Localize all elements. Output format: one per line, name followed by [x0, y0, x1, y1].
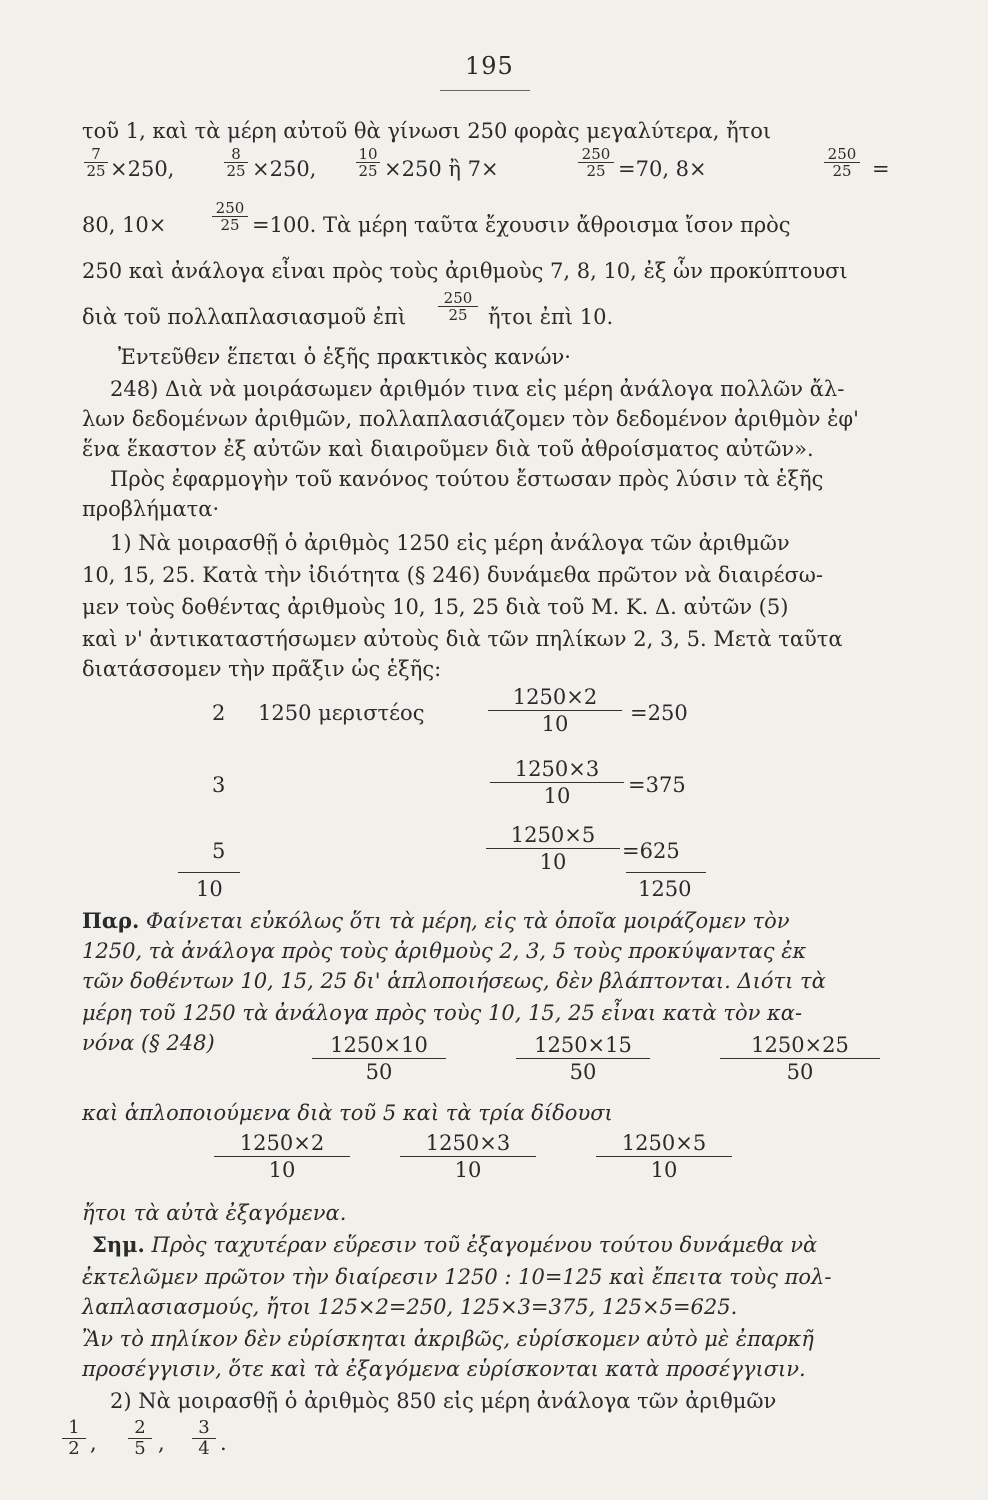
table-row-key: 3 [212, 773, 226, 797]
table-row-result: =625 [622, 839, 680, 863]
separator: . [220, 1431, 227, 1455]
text-fragment: ×250 ἢ 7× [384, 157, 499, 181]
remark-line: Παρ. Φαίνεται εὐκόλως ὅτι τὰ μέρη, εἰς τὰ ὁποῖα μοιράζομεν τὸν [82, 908, 790, 933]
text-fragment: ×250, [110, 157, 175, 181]
sum-rule [626, 872, 706, 873]
table-row-key: 2 [212, 701, 226, 725]
note-label: Σημ. [92, 1232, 145, 1257]
fraction-8-25: 8 25 [224, 146, 248, 179]
sum-rule [178, 872, 240, 873]
page-number-rule [440, 90, 530, 91]
fraction-row2: $\frac{1250\times 3}{10}$ [490, 756, 624, 809]
table-row-label: 1250 μεριστέος [258, 701, 425, 725]
table-row-key: 5 [212, 839, 226, 863]
page-number: 195 [465, 52, 514, 80]
fraction-7-25: 7 25 [84, 146, 108, 179]
note-line: Σημ. Πρὸς ταχυτέραν εὕρεσιν τοῦ ἐξαγομένου τούτου δυνάμεθα νὰ [92, 1232, 818, 1257]
fraction-2-5: 2 5 [128, 1418, 152, 1459]
text-fragment: = [872, 157, 890, 181]
text-fragment: ἤτοι ἐπὶ 10. [488, 305, 614, 329]
fraction-1250x10: $\frac{1250\times 10}{50}$ [312, 1032, 446, 1085]
fraction-250-25: 250 25 [212, 200, 248, 233]
note-line: λαπλασιασμούς, ἤτοι 125×2=250, 125×3=375, 125×5=625. [82, 1295, 738, 1319]
text-line: Πρὸς ἐφαρμογὴν τοῦ κανόνος τούτου ἔστωσαν πρὸς λύσιν τὰ ἑξῆς [110, 467, 824, 491]
fraction-1250x3: $\frac{1250\times 3}{10}$ [400, 1130, 536, 1183]
remark-line: ἤτοι τὰ αὐτὰ ἐξαγόμενα. [82, 1201, 347, 1225]
fraction-1250x15: $\frac{1250\times 15}{50}$ [516, 1032, 650, 1085]
remark-line: τῶν δοθέντων 10, 15, 25 δι' ἁπλοποιήσεως, δὲν βλάπτονται. Διότι τὰ [82, 969, 826, 993]
text-line: προβλήματα· [82, 497, 220, 521]
fraction-250-25: 250 25 [438, 290, 478, 323]
text-line: Ἐντεῦθεν ἕπεται ὁ ἑξῆς πρακτικὸς κανών· [118, 345, 571, 369]
remark-line: καὶ ἁπλοποιούμενα διὰ τοῦ 5 καὶ τὰ τρία δίδουσι [82, 1101, 613, 1125]
fraction-10-25: 10 25 [356, 146, 380, 179]
remark-line: μέρη τοῦ 1250 τὰ ἀνάλογα πρὸς τοὺς 10, 15, 25 εἶναι κατὰ τὸν κα- [82, 1001, 803, 1025]
text-fragment: διὰ τοῦ πολλαπλασιασμοῦ ἐπὶ [82, 305, 407, 329]
text-line: 1) Νὰ μοιρασθῇ ὁ ἀριθμὸς 1250 εἰς μέρη ἀνάλογα τῶν ἀριθμῶν [110, 531, 790, 555]
text-line: μεν τοὺς δοθέντας ἀριθμοὺς 10, 15, 25 διὰ τοῦ Μ. Κ. Δ. αὐτῶν (5) [82, 595, 789, 619]
fraction-1250x2: $\frac{1250\times 2}{10}$ [214, 1130, 350, 1183]
note-line: Ἂν τὸ πηλίκον δὲν εὑρίσκηται ἀκριβῶς, εὑρίσκομεν αὐτὸ μὲ ἐπαρκῆ [82, 1327, 814, 1351]
text-line: 10, 15, 25. Κατὰ τὴν ἰδιότητα (§ 246) δυνάμεθα πρῶτον νὰ διαιρέσω- [82, 563, 823, 587]
fraction-row1: $\frac{1250\times 2}{10}$ [488, 684, 622, 737]
text-fragment: ×250, [252, 157, 317, 181]
text-line: 248) Διὰ νὰ μοιράσωμεν ἀριθμόν τινα εἰς μέρη ἀνάλογα πολλῶν ἄλ- [110, 377, 845, 401]
separator: , [90, 1431, 97, 1455]
text-line: τοῦ 1, καὶ τὰ μέρη αὐτοῦ θὰ γίνωσι 250 φορὰς μεγαλύτερα, ἤτοι [82, 119, 772, 143]
note-line: ἐκτελῶμεν πρῶτον τὴν διαίρεσιν 1250 : 10=125 καὶ ἔπειτα τοὺς πολ- [82, 1265, 832, 1289]
text-line: καὶ ν' ἀντικαταστήσωμεν αὐτοὺς διὰ τῶν πηλίκων 2, 3, 5. Μετὰ ταῦτα [82, 627, 843, 651]
text-line: 2) Νὰ μοιρασθῇ ὁ ἀριθμὸς 850 εἰς μέρη ἀνάλογα τῶν ἀριθμῶν [110, 1389, 777, 1413]
fraction-1250x25: $\frac{1250\times 25}{50}$ [720, 1032, 880, 1085]
remark-label: Παρ. [82, 908, 140, 933]
text-fragment: 80, 10× [82, 213, 167, 237]
text-line: ἕνα ἕκαστον ἐξ αὐτῶν καὶ διαιροῦμεν διὰ τοῦ ἀθροίσματος αὐτῶν». [82, 437, 814, 461]
text-line: 250 καὶ ἀνάλογα εἶναι πρὸς τοὺς ἀριθμοὺς 7, 8, 10, ἐξ ὧν προκύπτουσι [82, 259, 848, 283]
separator: , [158, 1431, 165, 1455]
text-fragment: =100. Τὰ μέρη ταῦτα ἔχουσιν ἄθροισμα ἴσον πρὸς [252, 213, 791, 237]
text-fragment: =70, 8× [618, 157, 707, 181]
text-line: λων δεδομένων ἀριθμῶν, πολλαπλασιάζομεν τὸν δεδομένον ἀριθμὸν ἐφ' [82, 407, 859, 431]
table-sum-result: 1250 [638, 877, 692, 901]
fraction-1250x5: $\frac{1250\times 5}{10}$ [596, 1130, 732, 1183]
text-line: διατάσσομεν τὴν πρᾶξιν ὡς ἑξῆς: [82, 657, 442, 681]
table-sum-key: 10 [196, 877, 223, 901]
remark-line: νόνα (§ 248) [82, 1031, 215, 1055]
table-row-result: =250 [630, 701, 688, 725]
remark-line: 1250, τὰ ἀνάλογα πρὸς τοὺς ἀριθμοὺς 2, 3, 5 τοὺς προκύψαντας ἐκ [82, 939, 807, 963]
fraction-250-25: 250 25 [824, 146, 860, 179]
note-line: προσέγγισιν, ὅτε καὶ τὰ ἐξαγόμενα εὑρίσκονται κατὰ προσέγγισιν. [82, 1357, 806, 1381]
fraction-3-4: 3 4 [192, 1418, 216, 1459]
fraction-row3: $\frac{1250\times 5}{10}$ [486, 822, 620, 875]
fraction-1-2: 1 2 [62, 1418, 86, 1459]
fraction-250-25: 250 25 [578, 146, 614, 179]
table-row-result: =375 [628, 773, 686, 797]
